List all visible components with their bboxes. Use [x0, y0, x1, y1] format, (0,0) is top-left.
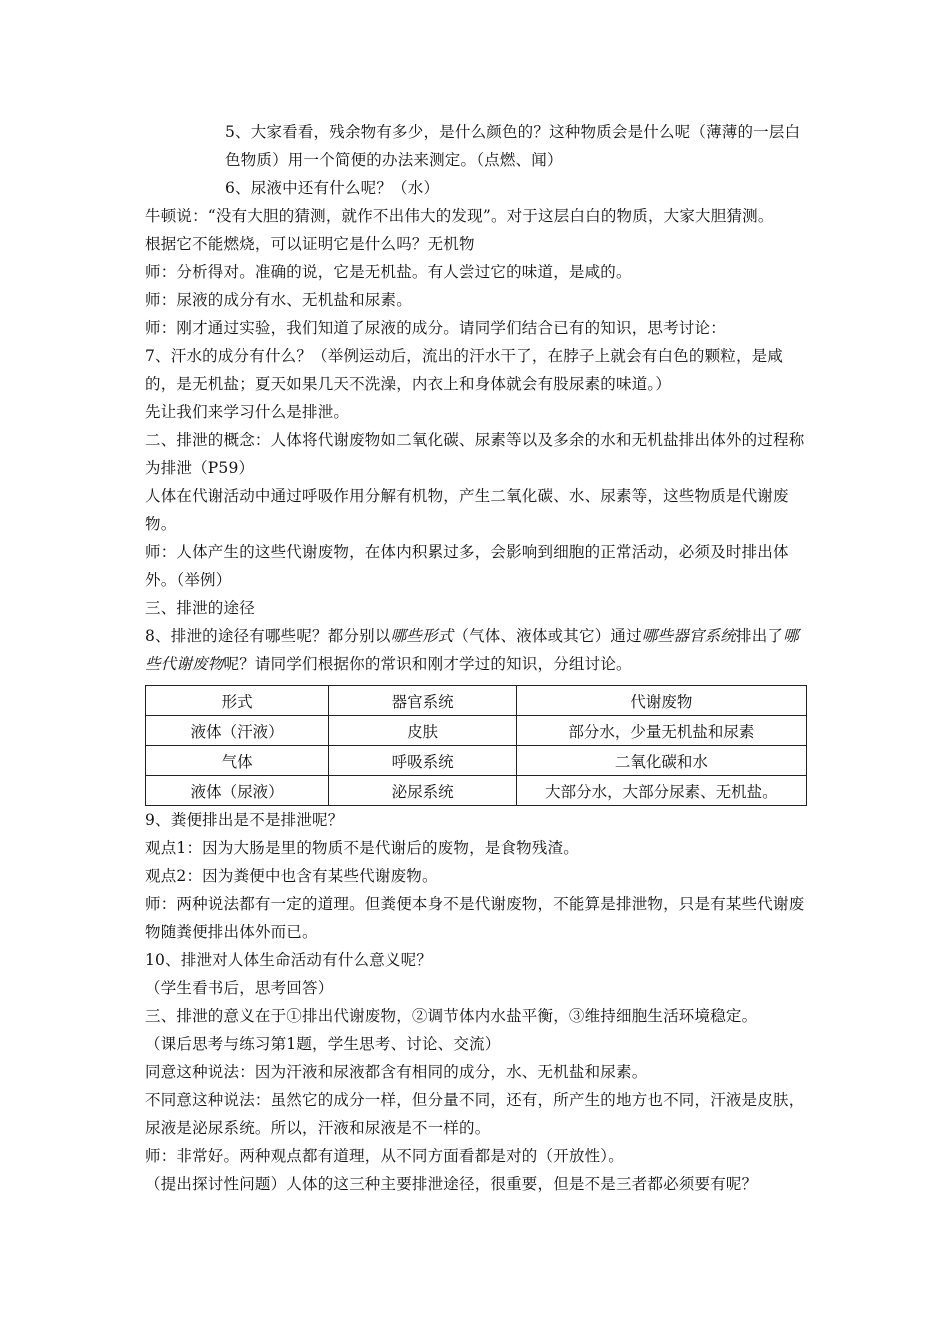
metabolic-waste-line: 人体在代谢活动中通过呼吸作用分解有机物，产生二氧化碳、水、尿素等，这些物质是代谢废物。	[145, 487, 789, 533]
table-header-cell: 代谢废物	[516, 686, 806, 716]
agree-view: 同意这种说法：因为汗液和尿液都含有相同的成分，水、无机盐和尿素。	[145, 1063, 648, 1081]
table-header-cell: 器官系统	[329, 686, 517, 716]
table-cell: 气体	[146, 746, 329, 776]
paragraph-8-part-c: （气体、液体或其它）通过	[453, 627, 642, 645]
table-cell: 液体（尿液）	[146, 776, 329, 806]
disagree-view: 不同意这种说法：虽然它的成分一样，但分量不同，还有，所产生的地方也不同，汗液是皮肤，尿液是泌尿系统。所以，汗液和尿液是不一样的。	[145, 1091, 805, 1137]
table-header-cell: 形式	[146, 686, 329, 716]
teacher-line-6: 师：非常好。两种观点都有道理，从不同方面看都是对的（开放性）。	[145, 1147, 624, 1165]
paragraph-8-part-b: 哪些形式	[390, 627, 454, 645]
paragraph-8	[145, 622, 810, 678]
table-cell: 皮肤	[329, 716, 517, 746]
section-heading-significance: 三、排泄的意义在于①排出代谢废物，②调节体内水盐平衡，③维持细胞生活环境稳定。	[145, 1007, 758, 1025]
paragraph-8-part-g: 呢？请同学们根据你的常识和刚才学过的知识，分组讨论。	[223, 655, 632, 673]
table-header-row	[146, 686, 807, 716]
teacher-line-4: 师：人体产生的这些代谢废物，在体内积累过多，会影响到细胞的正常活动，必须及时排出体外。（举例）	[145, 543, 789, 589]
paragraph-6: 6、尿液中还有什么呢？（水）	[225, 179, 440, 197]
table-row	[146, 776, 807, 806]
teacher-line-1: 师：分析得对。准确的说，它是无机盐。有人尝过它的味道，是咸的。	[145, 263, 632, 281]
paragraph-10: 10、排泄对人体生命活动有什么意义呢？	[145, 951, 433, 969]
excretion-concept: 二、排泄的概念：人体将代谢废物如二氧化碳、尿素等以及多余的水和无机盐排出体外的过程称为排泄（P59）	[145, 431, 805, 477]
section-heading-routes: 三、排泄的途径	[145, 599, 255, 617]
table-cell: 液体（汗液）	[146, 716, 329, 746]
exercise-note: （课后思考与练习第1题，学生思考、讨论、交流）	[145, 1035, 501, 1053]
table-row	[146, 746, 807, 776]
table-cell: 二氧化碳和水	[516, 746, 806, 776]
paragraph-8-part-a: 8、排泄的途径有哪些呢？都分别以	[145, 627, 391, 645]
table-row	[146, 716, 807, 746]
paragraph-7: 7、汗水的成分有什么？（举例运动后，流出的汗水干了，在脖子上就会有白色的颗粒，是咸的，是无机盐；夏天如果几天不洗澡，内衣上和身体就会有股尿素的味道。）	[145, 347, 784, 393]
paragraph-5: 5、大家看看，残余物有多少，是什么颜色的？这种物质会是什么呢（薄薄的一层白色物质）用一个简便的办法来测定。（点燃、闻）	[225, 123, 801, 169]
table-cell: 泌尿系统	[329, 776, 517, 806]
question-burn: 根据它不能燃烧，可以证明它是什么吗？无机物	[145, 235, 475, 253]
viewpoint-1: 观点1：因为大肠是里的物质不是代谢后的废物，是食物残渣。	[145, 839, 579, 857]
newton-quote: 牛顿说：“没有大胆的猜测，就作不出伟大的发现”。对于这层白白的物质，大家大胆猜测。	[145, 207, 774, 225]
paragraph-8-part-e: 排出了	[736, 627, 784, 645]
teacher-line-2: 师：尿液的成分有水、无机盐和尿素。	[145, 291, 412, 309]
table-cell: 大部分水，大部分尿素、无机盐。	[516, 776, 806, 806]
excretion-table	[145, 685, 807, 806]
paragraph-8-part-d: 哪些器官系统	[641, 627, 736, 645]
viewpoint-2: 观点2：因为粪便中也含有某些代谢废物。	[145, 867, 438, 885]
transition-line: 先让我们来学习什么是排泄。	[145, 403, 350, 421]
discussion-question: （提出探讨性问题）人体的这三种主要排泄途径，很重要，但是不是三者都必须要有呢？	[145, 1175, 758, 1193]
paragraph-8-part-f: 哪些代谢废物	[145, 627, 799, 673]
student-note: （学生看书后，思考回答）	[145, 979, 334, 997]
document-body	[145, 118, 810, 1198]
table-cell: 部分水，少量无机盐和尿素	[516, 716, 806, 746]
paragraph-9: 9、粪便排出是不是排泄呢？	[145, 811, 344, 829]
table-cell: 呼吸系统	[329, 746, 517, 776]
teacher-line-3: 师：刚才通过实验，我们知道了尿液的成分。请同学们结合已有的知识，思考讨论：	[145, 319, 726, 337]
teacher-line-5: 师：两种说法都有一定的道理。但粪便本身不是代谢废物，不能算是排泄物，只是有某些代谢废物随粪便排出体外而已。	[145, 895, 805, 941]
